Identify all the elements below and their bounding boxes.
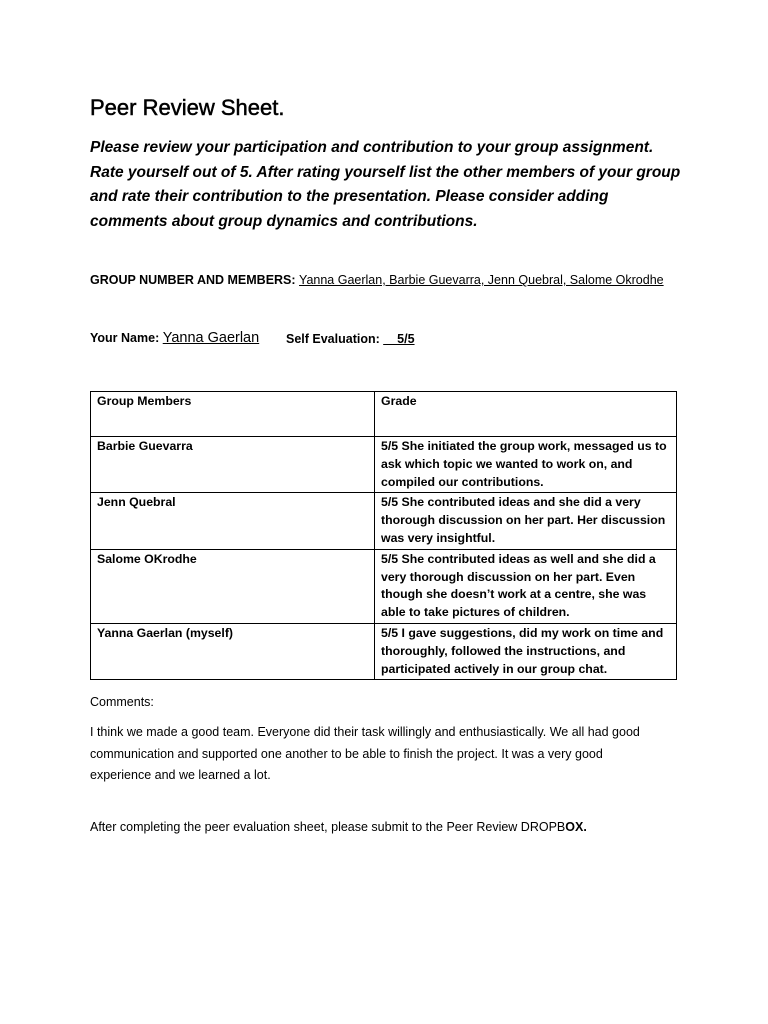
member-name-cell: Salome OKrodhe xyxy=(91,549,375,623)
grade-cell: 5/5 She contributed ideas and she did a very thorough discussion on her part. Her discussion was very insightful. xyxy=(375,493,677,549)
header-group-members: Group Members xyxy=(91,392,375,437)
page-title: Peer Review Sheet. xyxy=(90,95,285,120)
table-row xyxy=(91,493,677,549)
submission-note-text: After completing the peer evaluation sheet, please submit to the Peer Review DROPB xyxy=(90,820,566,834)
submission-note xyxy=(90,820,587,834)
instructions-paragraph: Please review your participation and contribution to your group assignment. Rate yourself out of 5. After rating yourself list the other members of your group and rate their contribution to the presentation. Please consider adding comments about group dynamics and contributions. xyxy=(90,139,681,230)
member-name-cell: Yanna Gaerlan (myself) xyxy=(91,623,375,679)
table-row xyxy=(91,549,677,623)
comments-label: Comments: xyxy=(90,695,154,709)
table-row xyxy=(91,437,677,493)
table-header-row xyxy=(91,392,677,437)
your-name-value: Yanna Gaerlan xyxy=(162,330,260,346)
grade-cell: 5/5 She contributed ideas as well and she did a very thorough discussion on her part. Even though she doesn’t work at a centre, she was able to take pictures of children. xyxy=(375,549,677,623)
group-members-line xyxy=(90,273,664,287)
self-evaluation-value: __5/5 xyxy=(383,332,415,346)
header-grade: Grade xyxy=(375,392,677,437)
your-name-label: Your Name: xyxy=(90,331,160,345)
your-name-line xyxy=(90,330,259,346)
grade-cell: 5/5 I gave suggestions, did my work on time and thoroughly, followed the instructions, and participated actively in our group chat. xyxy=(375,623,677,679)
submission-note-bold-tail: OX. xyxy=(565,820,587,834)
group-members-value: Yanna Gaerlan, Barbie Guevarra, Jenn Quebral, Salome Okrodhe xyxy=(299,273,664,287)
group-members-label: GROUP NUMBER AND MEMBERS: xyxy=(90,273,296,287)
member-name-cell: Jenn Quebral xyxy=(91,493,375,549)
comments-text: I think we made a good team. Everyone did their task willingly and enthusiastically. We all had good communication and supported one another to be able to finish the project. It was a very good experience and we learned a lot. xyxy=(90,725,640,782)
table-row xyxy=(91,623,677,679)
peer-review-table xyxy=(90,391,677,680)
grade-cell: 5/5 She initiated the group work, messaged us to ask which topic we wanted to work on, and compiled our contributions. xyxy=(375,437,677,493)
member-name-cell: Barbie Guevarra xyxy=(91,437,375,493)
self-evaluation-label: Self Evaluation: xyxy=(286,332,380,346)
self-evaluation-line xyxy=(286,332,415,346)
